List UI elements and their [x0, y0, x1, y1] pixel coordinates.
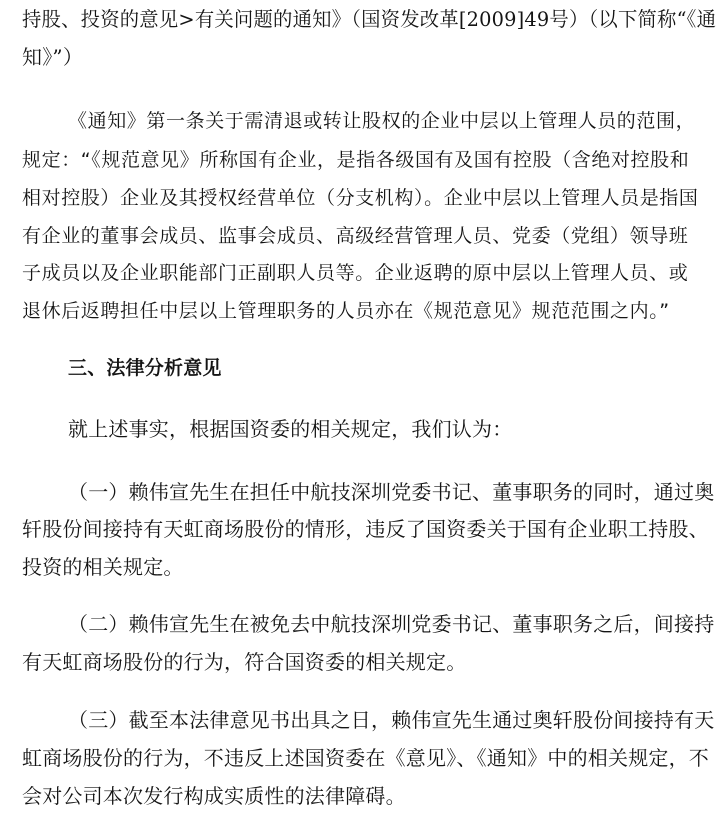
quote-line-6: 退休后返聘担任中层以上管理职务的人员亦在《规范意见》规范范围之内。” — [22, 300, 670, 322]
opinion-1-line-3: 投资的相关规定。 — [22, 555, 184, 579]
opinion-1-line-1: （一）赖伟宣先生在担任中航技深圳党委书记、董事职务的同时，通过奥 — [68, 480, 715, 504]
opinion-3-line-1: （三）截至本法律意见书出具之日，赖伟宣先生通过奥轩股份间接持有天 — [68, 708, 715, 732]
conclusion-intro: 就上述事实，根据国资委的相关规定，我们认为： — [68, 417, 513, 441]
quote-line-1: 《通知》第一条关于需清退或转让股权的企业中层以上管理人员的范围， — [68, 110, 696, 132]
quote-line-2: 规定：“《规范意见》所称国有企业，是指各级国有及国有控股（含绝对控股和 — [22, 149, 690, 171]
opinion-2-line-2: 有天虹商场股份的行为，符合国资委的相关规定。 — [22, 650, 467, 674]
quote-line-5: 子成员以及企业职能部门正副职人员等。企业返聘的原中层以上管理人员、或 — [22, 262, 689, 284]
opinion-2-line-1: （二）赖伟宣先生在被免去中航技深圳党委书记、董事职务之后，间接持 — [68, 612, 715, 636]
quote-line-4: 有企业的董事会成员、监事会成员、高级经营管理人员、党委（党组）领导班 — [22, 225, 689, 247]
opinion-3-line-3: 会对公司本次发行构成实质性的法律障碍。 — [22, 784, 406, 808]
quote-line-3: 相对控股）企业及其授权经营单位（分支机构）。企业中层以上管理人员是指国 — [22, 187, 699, 209]
opinion-1-line-2: 轩股份间接持有天虹商场股份的情形，违反了国资委关于国有企业职工持股、 — [22, 517, 709, 541]
intro-line-2: 知》”） — [22, 45, 84, 69]
intro-line-1: 持股、投资的意见>有关问题的通知》（国资发改革[2009]49号）（以下简称“《通 — [22, 7, 717, 31]
opinion-3-line-2: 虹商场股份的行为，不违反上述国资委在《意见》、《通知》中的相关规定，不 — [22, 746, 709, 770]
section-heading: 三、法律分析意见 — [68, 357, 222, 379]
